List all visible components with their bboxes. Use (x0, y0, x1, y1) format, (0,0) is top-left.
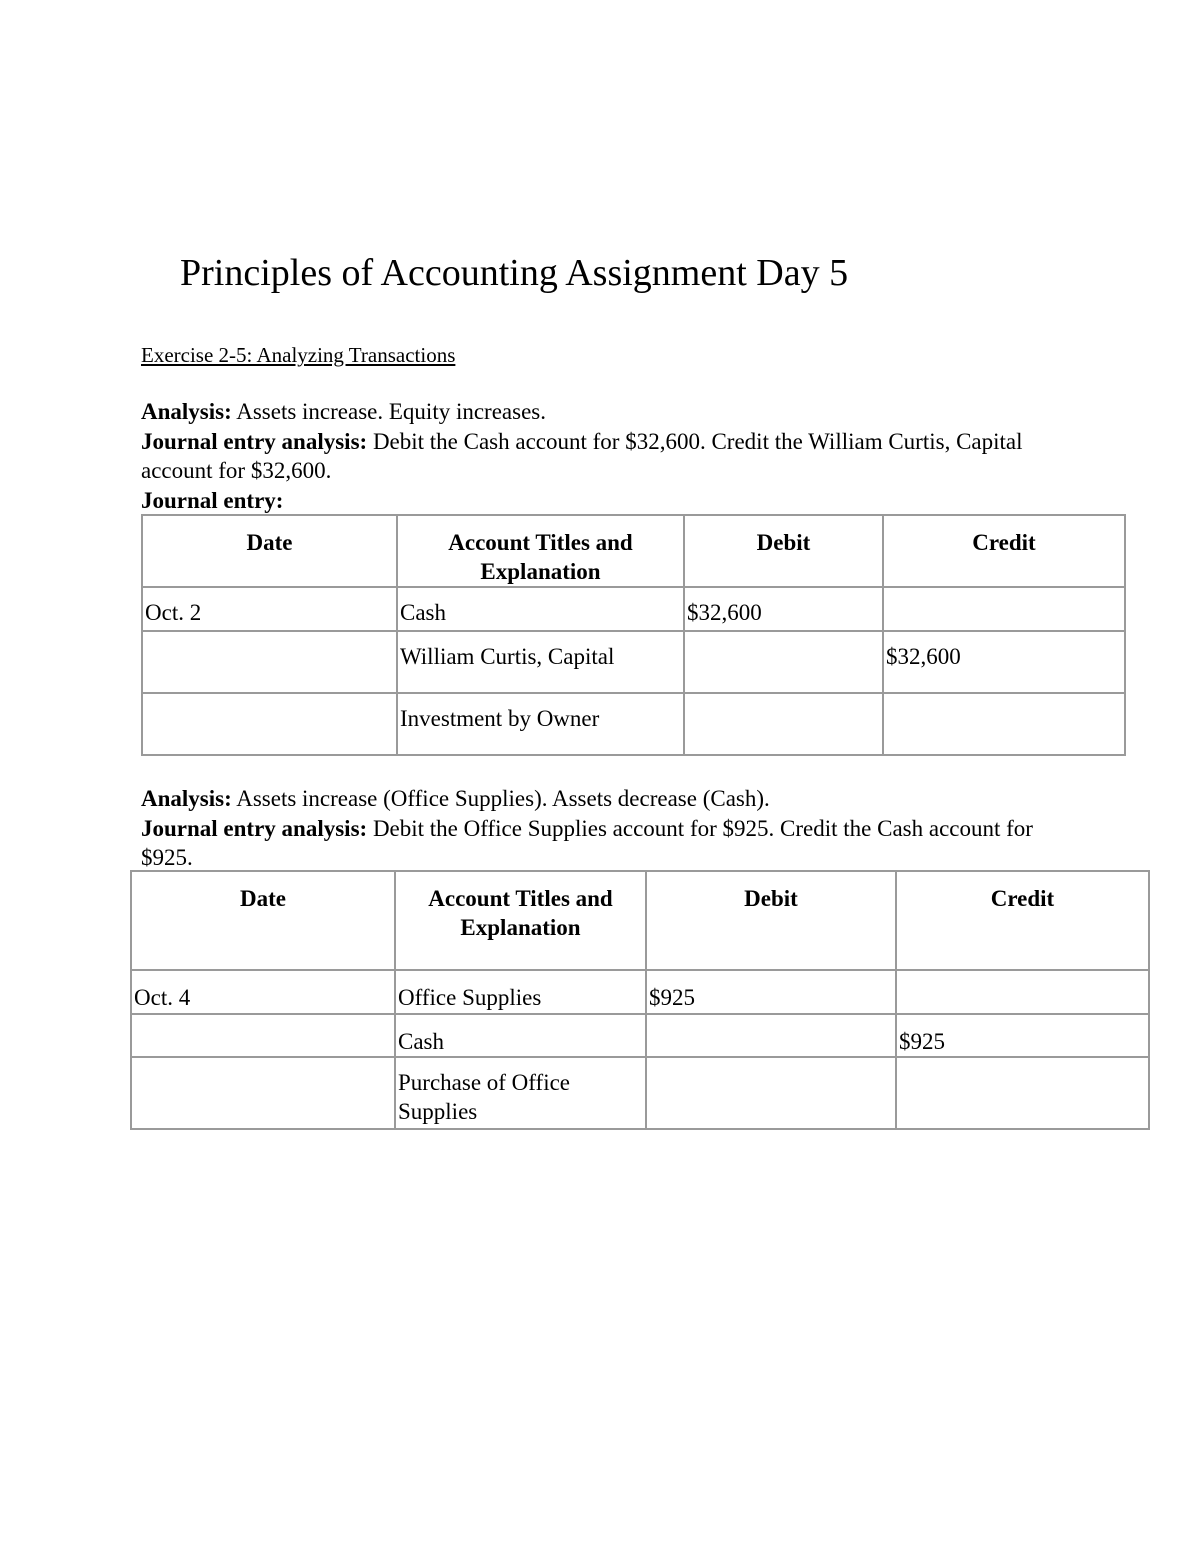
date-cell (142, 631, 397, 693)
table-row (131, 1057, 1149, 1129)
credit-cell: $32,600 (883, 631, 1125, 693)
table-row (142, 693, 1125, 755)
transaction-2-analysis-block (141, 784, 1061, 873)
credit-cell (883, 693, 1125, 755)
account-cell: Purchase of Office Supplies (395, 1057, 646, 1129)
column-header-credit: Credit (883, 515, 1125, 587)
column-header-debit: Debit (646, 871, 896, 970)
table-header-row (131, 871, 1149, 970)
account-cell: Office Supplies (395, 970, 646, 1014)
column-header-debit: Debit (684, 515, 883, 587)
analysis-label: Analysis: (141, 399, 232, 424)
analysis-line (141, 784, 1061, 814)
analysis-line (141, 397, 1061, 427)
table-header-row (142, 515, 1125, 587)
journal-entry-analysis-text: Debit the Office Supplies account for $925. Credit the Cash account for $925. (141, 815, 1033, 870)
debit-cell: $925 (646, 970, 896, 1014)
journal-entry-line (141, 486, 1061, 516)
table-row (131, 1014, 1149, 1057)
credit-cell (896, 970, 1149, 1014)
account-cell: Investment by Owner (397, 693, 684, 755)
column-header-date: Date (131, 871, 395, 970)
date-cell (131, 1014, 395, 1057)
credit-cell (883, 587, 1125, 631)
journal-entry-label: Journal entry: (141, 487, 284, 513)
account-cell: Cash (395, 1014, 646, 1057)
debit-cell: $32,600 (684, 587, 883, 631)
date-cell (142, 693, 397, 755)
column-header-account-titles: Account Titles and Explanation (395, 871, 646, 970)
column-header-credit: Credit (896, 871, 1149, 970)
debit-cell (646, 1057, 896, 1129)
exercise-heading: Exercise 2-5: Analyzing Transactions (141, 343, 456, 367)
journal-entry-analysis-line (141, 814, 1061, 873)
transaction-1-analysis-block (141, 397, 1061, 515)
journal-entry-analysis-text: Debit the Cash account for $32,600. Credit the William Curtis, Capital account for $32,600. (141, 428, 1023, 483)
account-cell: Cash (397, 587, 684, 631)
analysis-text: Assets increase. Equity increases. (236, 399, 546, 424)
debit-cell (646, 1014, 896, 1057)
column-header-date: Date (142, 515, 397, 587)
account-cell: William Curtis, Capital (397, 631, 684, 693)
debit-cell (684, 631, 883, 693)
page-title: Principles of Accounting Assignment Day 5 (180, 252, 849, 294)
date-cell: Oct. 4 (131, 970, 395, 1014)
credit-cell: $925 (896, 1014, 1149, 1057)
journal-entry-analysis-label: Journal entry analysis: (141, 815, 368, 841)
column-header-account-titles: Account Titles and Explanation (397, 515, 684, 587)
table-row (142, 631, 1125, 693)
journal-entry-analysis-line (141, 427, 1061, 486)
table-row (131, 970, 1149, 1014)
credit-cell (896, 1057, 1149, 1129)
date-cell (131, 1057, 395, 1129)
journal-entry-table-2 (130, 870, 1150, 1130)
analysis-label: Analysis: (141, 786, 232, 811)
table-row (142, 587, 1125, 631)
date-cell: Oct. 2 (142, 587, 397, 631)
analysis-text: Assets increase (Office Supplies). Assets decrease (Cash). (236, 786, 770, 811)
debit-cell (684, 693, 883, 755)
journal-entry-table-1 (141, 514, 1126, 756)
journal-entry-analysis-label: Journal entry analysis: (141, 428, 368, 454)
